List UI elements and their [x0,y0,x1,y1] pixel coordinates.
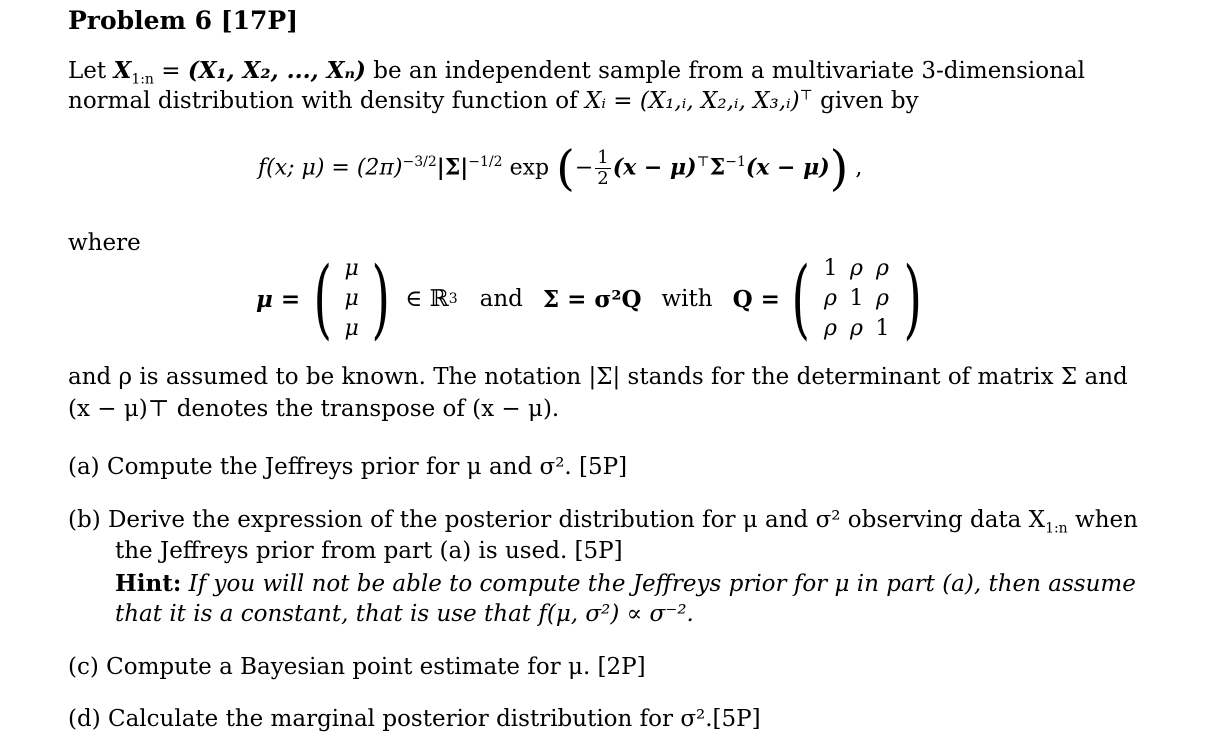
sample-tuple: (X₁, X₂, ..., Xₙ) [187,57,366,84]
density-formula [258,140,863,197]
with-word: with [661,285,713,312]
density-minus: − [574,155,594,181]
after-line-2: (x − μ)⊤ denotes the transpose of (x − μ). [68,396,560,422]
part-d: (d) Calculate the marginal posterior distribution for σ².[5P] [68,706,761,732]
part-b-subscript: 1:n [1045,520,1068,537]
mu-vector-entries [340,254,364,344]
q-matrix-entries [818,254,896,344]
mu-vector-left-paren: ( [313,249,333,349]
quad-left: (x − μ) [612,154,697,181]
close-paren: ) [829,140,849,197]
density-exp1: −3/2 [402,154,437,171]
intro-let: Let [68,58,107,84]
mu-lhs: μ = [256,285,301,313]
part-b-line-1 [68,505,1138,536]
sample-subscript: 1:n [131,71,154,88]
intro-line-2 [68,86,919,117]
density-det: |Σ| [436,154,469,181]
density-exp2: −1/2 [468,154,503,171]
q-matrix-entry: 1 [875,316,890,341]
q-matrix-entry: 1 [823,256,838,281]
mu-vector [306,249,397,349]
quad-right: (x − μ) [745,154,830,181]
part-c: (c) Compute a Bayesian point estimate for μ. [2P] [68,654,646,680]
q-matrix-entry: ρ [876,286,889,311]
where-label: where [68,230,141,256]
fraction-numerator: 1 [597,147,609,168]
q-matrix [784,249,929,349]
intro-rest: be an independent sample from a multivariate 3-dimensional [373,58,1086,84]
q-lhs: Q = [732,285,780,313]
q-matrix-left-paren: ( [791,249,810,349]
mu-vector-entry: μ [344,256,359,281]
fraction-denominator: 2 [597,168,609,189]
open-paren: ( [556,140,575,197]
hint-text-1: If you will not be able to compute the Jeffreys prior for μ in part (a), then assume [188,571,1136,597]
mu-vector-entry: μ [344,316,359,341]
xi-transpose: ⊤ [799,87,813,104]
quad-transpose: ⊤ [696,154,710,171]
hint-label: Hint: [115,570,182,597]
part-b-line-2: the Jeffreys prior from part (a) is used. [5P] [115,538,623,564]
intro-line2-text: normal distribution with density function of [68,88,578,114]
hint-line-2: that it is a constant, that is use that f(μ, σ²) ∝ σ⁻². [115,601,694,627]
q-matrix-entry: 1 [849,286,864,311]
density-exp-fn: exp [509,155,550,181]
q-matrix-entry: ρ [850,316,863,341]
hint-line-1 [115,568,1136,600]
intro-equals: = [161,58,181,84]
sigma-symbol: Σ [709,154,726,181]
q-matrix-entry: ρ [824,286,837,311]
given-by: given by [820,88,919,114]
part-b-when: when [1075,507,1138,533]
density-lhs: f(x; μ) = (2π) [258,155,403,181]
and-word: and [479,285,523,312]
mu-vector-right-paren: ) [371,249,390,349]
problem-title: Problem 6 [17P] [68,6,299,35]
definitions-line: μ = ( μ μ μ ) ∈ ℝ 3 and Σ = σ²Q with Q = ( 1 ρ ρ ρ 1 ρ ρ ρ 1 ) [256,256,929,342]
mu-vector-entry: μ [344,286,359,311]
sigma-definition: Σ = σ²Q [542,285,642,313]
part-b-text: (b) Derive the expression of the posterior distribution for μ and σ² observing data X [68,507,1046,533]
xi-definition: Xᵢ = (X₁,ᵢ, X₂,ᵢ, X₃,ᵢ) [584,88,800,114]
part-a: (a) Compute the Jeffreys prior for μ and σ². [5P] [68,454,628,480]
after-line-1: and ρ is assumed to be known. The notation |Σ| stands for the determinant of matrix Σ and [68,364,1128,390]
q-matrix-right-paren: ) [903,249,922,349]
intro-line-1 [68,55,1085,87]
in-r: ∈ ℝ [405,285,449,312]
q-matrix-entry: ρ [824,316,837,341]
density-comma: , [855,155,863,181]
q-matrix-entry: ρ [876,256,889,281]
sample-symbol: X [113,57,132,84]
one-half-fraction [595,148,610,189]
q-matrix-entry: ρ [850,256,863,281]
sigma-inverse: −1 [725,154,746,171]
